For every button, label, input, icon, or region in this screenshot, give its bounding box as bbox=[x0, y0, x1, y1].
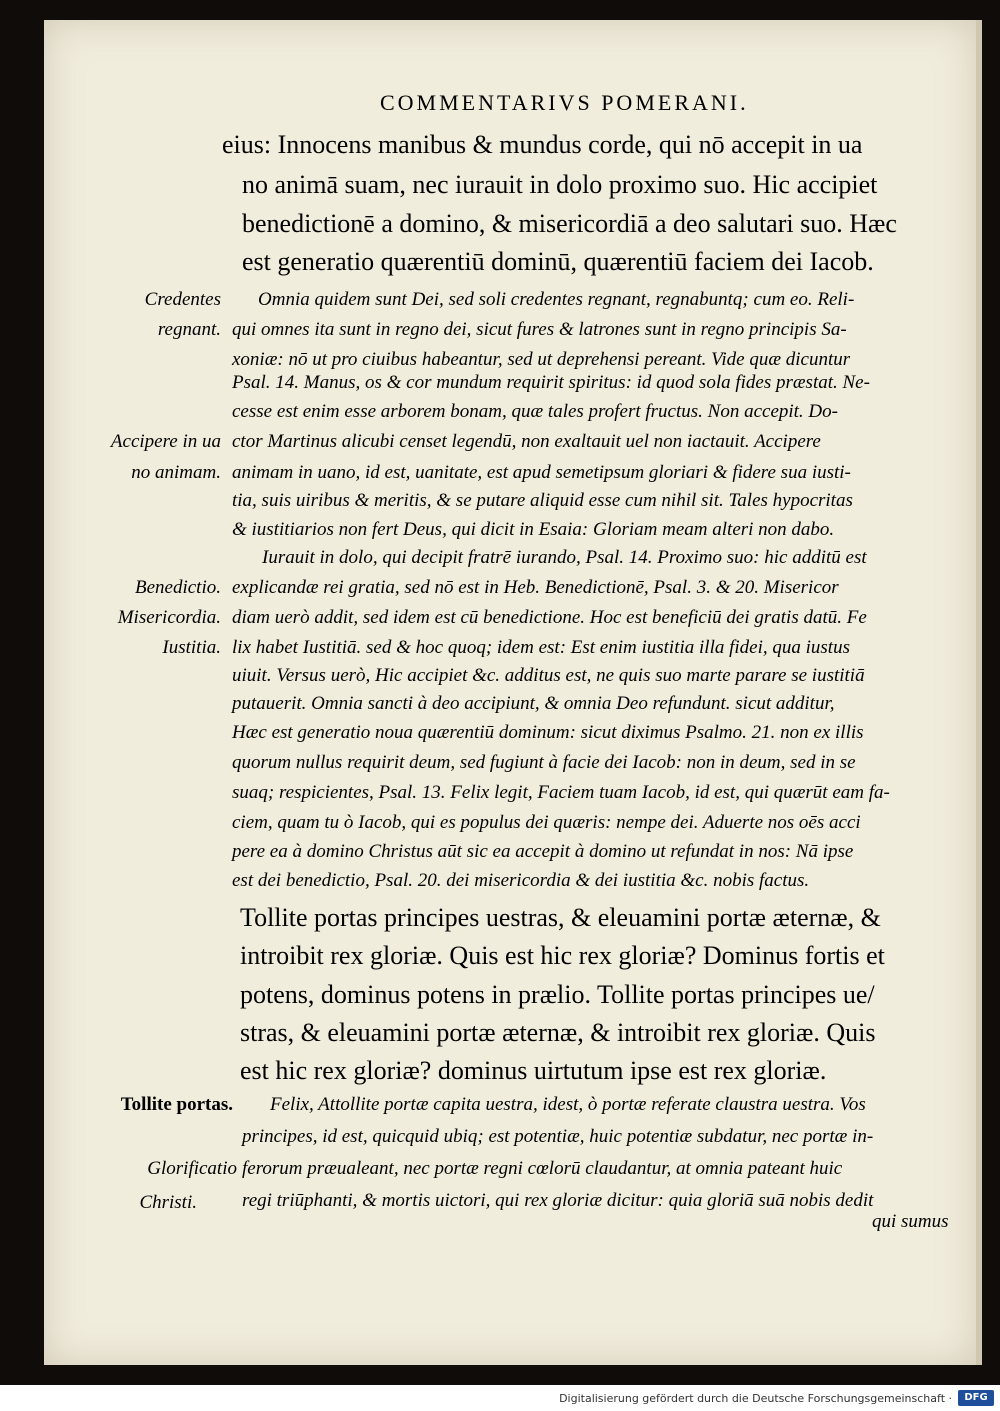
commentary-line: quorum nullus requirit deum, sed fugiunt à facie dei Iacob: non in deum, sed in se bbox=[232, 752, 856, 773]
commentary-line: qui omnes ita sunt in regno dei, sicut fures & latrones sunt in regno principis Sa- bbox=[232, 319, 847, 340]
psalm-line: eius: Innocens manibus & mundus corde, qui nō accepit in ua bbox=[222, 130, 863, 159]
funding-credit: Digitalisierung gefördert durch die Deutsche Forschungsgemeinschaft · bbox=[559, 1392, 952, 1405]
commentary-line: & iustitiarios non fert Deus, qui dicit in Esaia: Gloriam meam alteri non dabo. bbox=[232, 519, 835, 540]
margin-note: Accipere in ua bbox=[110, 431, 221, 452]
psalm-line: stras, & eleuamini portæ æternæ, & introibit rex gloriæ. Quis bbox=[240, 1018, 876, 1047]
commentary-line: uiuit. Versus uerò, Hic accipiet &c. additus est, ne quis suo marte parare se iustitiā bbox=[232, 665, 865, 686]
commentary-line: tia, suis uiribus & meritis, & se putare aliquid esse cum nihil sit. Tales hypocritas bbox=[232, 490, 853, 511]
commentary-line: cesse est enim esse arborem bonam, quæ tales profert fructus. Non accepit. Do- bbox=[232, 401, 838, 422]
psalm-line: est generatio quærentiū dominū, quærentiū faciem dei Iacob. bbox=[242, 247, 874, 276]
commentary-line: lix habet Iustitiā. sed & hoc quoq; idem est: Est enim iustitia illa fidei, qua iustus bbox=[232, 637, 850, 658]
commentary-line: ferorum præualeant, nec portæ regni cœlorū claudantur, at omnia pateant huic bbox=[242, 1158, 843, 1179]
commentary-line: ctor Martinus alicubi censet legendū, non exaltauit uel non iactauit. Accipere bbox=[232, 431, 821, 452]
commentary-line: est dei benedictio, Psal. 20. dei misericordia & dei iustitia &c. nobis factus. bbox=[232, 870, 810, 891]
dfg-logo-icon: DFG bbox=[958, 1390, 994, 1406]
psalm-line: potens, dominus potens in prælio. Tollite portas principes ue/ bbox=[240, 980, 875, 1009]
commentary-line: pere ea à domino Christus aūt sic ea accepit à domino ut refundat in nos: Nā ipse bbox=[232, 841, 854, 862]
margin-note: Misericordia. bbox=[117, 607, 221, 628]
commentary-line: Omnia quidem sunt Dei, sed soli credentes regnant, regnabuntq; cum eo. Reli- bbox=[258, 289, 855, 310]
footer-bar bbox=[0, 1385, 1000, 1411]
margin-note: Glorificatio bbox=[147, 1158, 237, 1179]
commentary-line: putauerit. Omnia sancti à deo accipiunt, & omnia Deo refundunt. sicut additur, bbox=[232, 693, 835, 714]
psalm-line: no animā suam, nec iurauit in dolo proximo suo. Hic accipiet bbox=[242, 170, 878, 199]
commentary-line: suaq; respicientes, Psal. 13. Felix legit, Faciem tuam Iacob, id est, qui quærūt eam fa- bbox=[232, 782, 890, 803]
psalm-line: est hic rex gloriæ? dominus uirtutum ipse est rex gloriæ. bbox=[240, 1056, 827, 1085]
margin-note: Christi. bbox=[139, 1192, 197, 1213]
commentary-line: diam uerò addit, sed idem est cū benedictione. Hoc est beneficiū dei gratis datū. Fe bbox=[232, 607, 867, 628]
margin-note: Tollite portas. bbox=[120, 1094, 233, 1115]
commentary-line: explicandæ rei gratia, sed nō est in Heb. Benedictionē, Psal. 3. & 20. Misericor bbox=[232, 577, 839, 598]
margin-note: Credentes bbox=[144, 289, 221, 310]
margin-note: Iustitia. bbox=[162, 637, 221, 658]
page-edge bbox=[976, 20, 982, 1365]
commentary-line: Hæc est generatio noua quærentiū dominum: sicut diximus Psalmo. 21. non ex illis bbox=[232, 722, 864, 743]
running-head: COMMENTARIVS POMERANI. bbox=[380, 90, 749, 115]
margin-note: regnant. bbox=[157, 319, 221, 340]
margin-note: no animam. bbox=[131, 462, 221, 483]
commentary-line: Felix, Attollite portæ capita uestra, idest, ò portæ referate claustra uestra. Vos bbox=[270, 1094, 866, 1115]
commentary-line: Iurauit in dolo, qui decipit fratrē iurando, Psal. 14. Proximo suo: hic additū est bbox=[262, 547, 867, 568]
psalm-line: benedictionē a domino, & misericordiā a deo salutari suo. Hæc bbox=[242, 209, 897, 238]
commentary-line: regi triūphanti, & mortis uictori, qui rex gloriæ dicitur: quia gloriā suā nobis dedit bbox=[242, 1190, 874, 1211]
commentary-line: principes, id est, quicquid ubiq; est potentiæ, huic potentiæ subdatur, nec portæ in- bbox=[242, 1126, 874, 1147]
commentary-line: ciem, quam tu ò Iacob, qui es populus dei quæris: nempe dei. Aduerte nos oēs acci bbox=[232, 812, 861, 833]
commentary-line: xoniæ: nō ut pro ciuibus habeantur, sed ut deprehensi pereant. Vide quæ dicuntur bbox=[232, 349, 851, 370]
catchword: qui sumus bbox=[872, 1211, 949, 1232]
psalm-line: Tollite portas principes uestras, & eleuamini portæ æternæ, & bbox=[240, 903, 881, 932]
psalm-line: introibit rex gloriæ. Quis est hic rex gloriæ? Dominus fortis et bbox=[240, 941, 885, 970]
commentary-line: animam in uano, id est, uanitate, est apud semetipsum gloriari & fidere sua iusti- bbox=[232, 462, 851, 483]
margin-note: Benedictio. bbox=[135, 577, 221, 598]
commentary-line: Psal. 14. Manus, os & cor mundum requirit spiritus: id quod sola fides præstat. Ne- bbox=[232, 372, 870, 393]
